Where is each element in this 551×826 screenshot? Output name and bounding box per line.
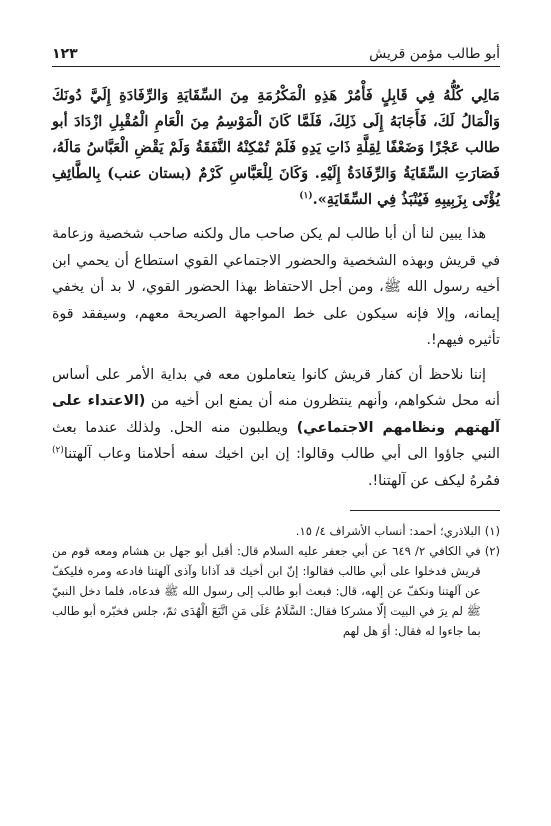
paragraph-1: هذا يبين لنا أن أبا طالب لم يكن صاحب مال ولكنه صاحب شخصية وزعامة في قريش وبهذه الشخصية والحضور الاجتماعي القوي استطاع أن يحمي ابن أخيه رسول الله ﷺ، ومن أجل الاحتفاظ بهذا الحضور القوي، لا بد أن يخفي إيمانه، وإلا فإنه سيكون على خط المواجهة الصريحة معهم، وسيفقد قوة تأثيره فيهم!. [52,226,500,348]
paragraph-2-part-c: فمُرهُ ليكف عن آلهتنا!. [367,472,500,489]
footnote-text: البلاذري؛ أحمد: أنساب الأشراف ٤/ ١٥. [295,524,481,538]
page-number: ١٢٣ [52,46,78,62]
footnote-2 [52,541,500,641]
footnote-ref-2[interactable]: (٢) [52,445,64,456]
quoted-passage-text: مَالِي كُلُّهُ فِي قَابِلٍ فَأْمُرْ هَذِهِ الْمَكْرُمَةِ مِنَ السِّقَايَةِ وَالرِّفَادَةِ إِلَيَّ دُونَكَ وَالْمَالُ لَكَ، فَأَجَابَهُ إِلَى ذَلِكَ، فَلَمَّا كَانَ الْمَوْسِمُ مِنَ الْعَامِ الْمُقْبِلِ ازْدَادَ أبو طالب عَجْزًا وَضَعْفًا لِقِلَّةِ ذَاتِ يَدِهِ فَلَمْ تُمْكِنْهُ النَّفَقَةُ وَلَمْ يَقْضِ الْعَبَّاسُ مَالَهُ، فَصَارَتِ السِّقَايَةُ وَالرِّفَادَةُ إِلَيْهِ. وَكَانَ لِلْعَبَّاسِ كَرْمٌ (بستان عنب) بِالطَّائِفِ يُؤْتَى بِزَبِيبِهِ فَيُنْبَذُ فِي السِّقَايَةِ». [52,87,500,208]
footnote-separator [350,510,500,511]
footnote-ref-1[interactable]: (١) [299,191,313,202]
quoted-passage [52,83,500,213]
paragraph-2-part-b: ويطلبون منه الحل. ولذلك عندما بعث النبي جاؤوا الى أبي طالب وقالوا: إن ابن اخيك سفه أحلامنا وعاب آلهتنا [52,419,500,462]
header-rule [52,66,500,67]
footnote-1 [52,521,500,541]
running-header [52,36,500,66]
paragraph-2-emphasis: (الاعتداء على آلهتهم ونظامهم الاجتماعي) [52,393,500,436]
footnotes [52,521,500,641]
book-page [52,36,500,806]
footnote-number: (١) [484,524,500,538]
footnote-text: في الكافي ٢/ ٦٤٩ عن أبي جعفر عليه السلام قال: أقبل أبو جهل بن هشام ومعه قوم من قريش فدخلوا على أبي طالب فقالوا: إنّ ابن أخيك قد آذانا وآذى آلهتنا فادعه ومره فليكفّ عن آلهتنا ونكفّ عن إلهه، قال: فبعث أبو طالب إلى رسول الله ﷺ فدعاه، فلما دخل النبيّ ﷺ لم يرَ في البيت إلّا مشركا فقال: السَّلَامُ عَلَى مَنِ اتَّبَعَ الْهُدَى ثمّ، جلس فخبّره أبو طالب بما جاءوا له فقال: أوَ هل لهم [52,544,481,638]
book-title: أبو طالب مؤمن قريش [369,46,500,62]
paragraph-2-part-a: إننا نلاحظ أن كفار قريش كانوا يتعاملون معه في بداية الأمر على أساس أنه محل شكواهم، وأنهم ينتظرون منه أن يمنع ابن أخيه من [52,366,501,409]
paragraph-2 [52,362,500,495]
footnote-number: (٢) [484,544,500,558]
